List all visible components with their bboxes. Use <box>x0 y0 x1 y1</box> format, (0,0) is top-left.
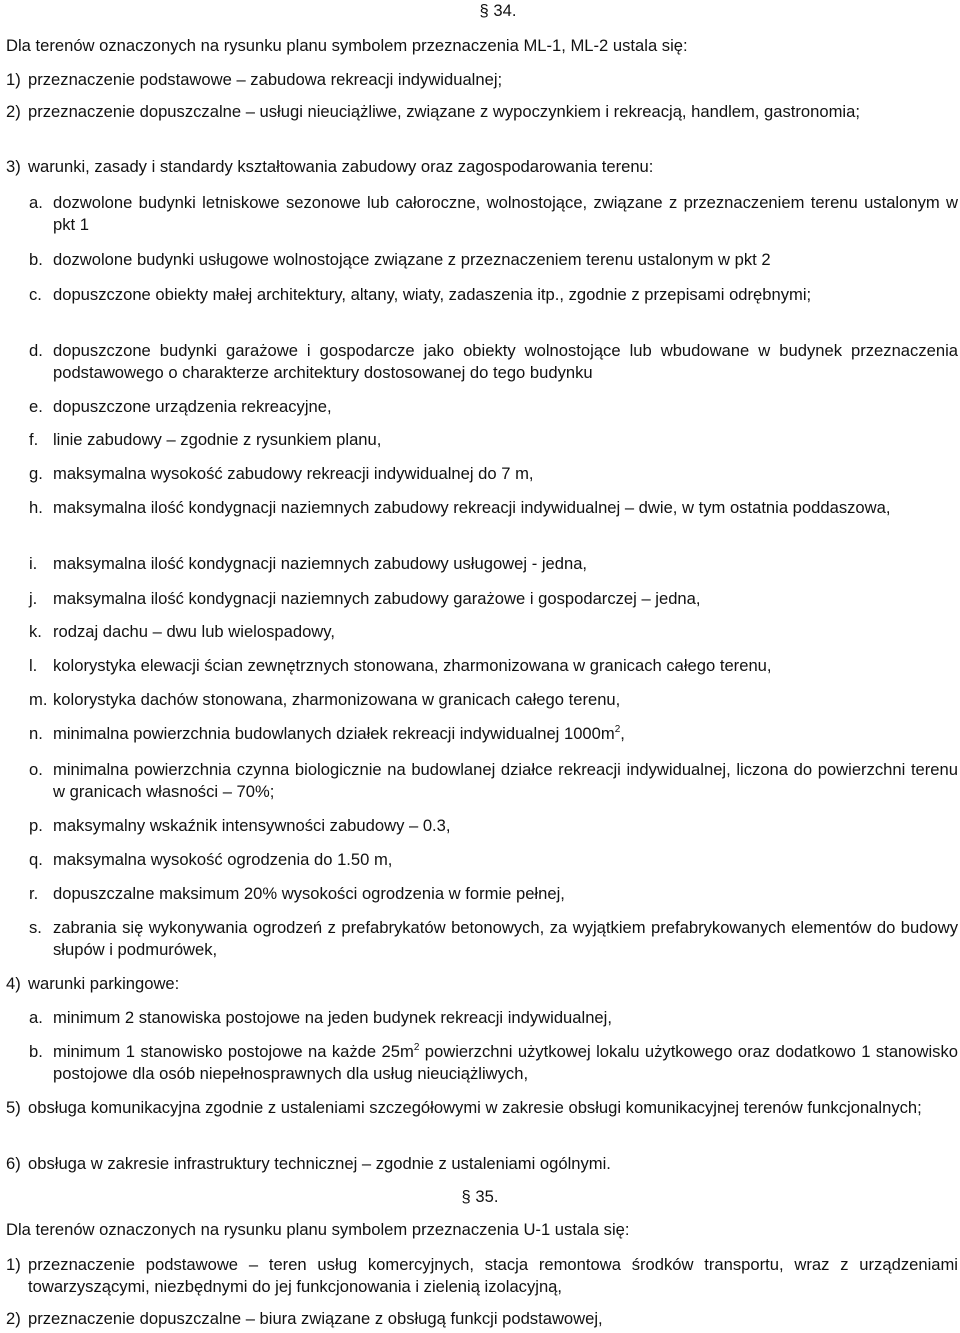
item-marker: h. <box>29 498 43 517</box>
list-item <box>6 973 958 995</box>
list-item <box>29 396 958 418</box>
list-item <box>6 1097 958 1119</box>
list-item <box>6 69 958 91</box>
superscript: 2 <box>413 1042 420 1053</box>
item-text: dopuszczone urządzenia rekreacyjne, <box>53 397 332 416</box>
list-item <box>29 249 958 271</box>
item-marker: l. <box>29 656 38 675</box>
list-item <box>29 1007 958 1029</box>
item-text: minimum 1 stanowisko postojowe na każde $25m^2$ powierzchni użytkowej lokalu użytkowego oraz dodatkowo 1 stanowisko postojowe dla osób niepełnosprawnych dla usług nieuciążliwych, <box>53 1042 959 1083</box>
item-marker: a. <box>29 193 43 212</box>
item-marker: 2) <box>6 102 21 121</box>
item-marker: k. <box>29 622 42 641</box>
item-marker: j. <box>29 589 38 608</box>
item-text: maksymalny wskaźnik intensywności zabudowy – 0.3, <box>53 816 451 835</box>
list-item <box>29 759 958 803</box>
list-item <box>29 340 958 384</box>
superscript: 2 <box>614 724 621 735</box>
section-intro: Dla terenów oznaczonych na rysunku planu symbolem przeznaczenia U-1 ustala się: <box>6 1220 630 1239</box>
item-text: minimalna powierzchnia budowlanych działek rekreacji indywidualnej $1000m^2$, <box>53 724 625 743</box>
item-marker: q. <box>29 850 43 869</box>
section-heading: § 35. <box>461 1187 499 1206</box>
item-text: kolorystyka dachów stonowana, zharmonizowana w granicach całego terenu, <box>53 690 621 709</box>
item-marker: g. <box>29 464 43 483</box>
item-text: maksymalna wysokość zabudowy rekreacji indywidualnej do 7 m, <box>53 464 534 483</box>
item-marker: 3) <box>6 157 21 176</box>
item-text: dopuszczalne maksimum 20% wysokości ogrodzenia w formie pełnej, <box>53 884 565 903</box>
item-text: warunki parkingowe: <box>28 974 180 993</box>
list-item <box>29 497 958 519</box>
item-marker: 6) <box>6 1154 21 1173</box>
item-text: dozwolone budynki usługowe wolnostojące związane z przeznaczeniem terenu ustalonym w pkt 2 <box>53 250 771 269</box>
item-marker: p. <box>29 816 43 835</box>
item-text: minimalna powierzchnia czynna biologicznie na budowlanej działce rekreacji indywidualnej, liczona do powierzchni terenu w granicach własności – 70%; <box>53 760 958 801</box>
list-item <box>29 883 958 905</box>
list-item <box>6 156 958 178</box>
item-marker: c. <box>29 285 42 304</box>
item-text: przeznaczenie podstawowe – zabudowa rekreacji indywidualnej; <box>28 70 503 89</box>
item-marker: d. <box>29 341 43 360</box>
item-marker: i. <box>29 554 38 573</box>
list-item <box>29 815 958 837</box>
item-text: dopuszczone obiekty małej architektury, altany, wiaty, zadaszenia itp., zgodnie z przepisami odrębnymi; <box>53 285 812 304</box>
item-text: linie zabudowy – zgodnie z rysunkiem planu, <box>53 430 382 449</box>
item-marker: 1) <box>6 1255 21 1274</box>
list-item <box>29 1041 958 1085</box>
list-item <box>29 284 958 306</box>
list-item <box>6 101 958 123</box>
item-text: dopuszczone budynki garażowe i gospodarcze jako obiekty wolnostojące lub wbudowane w budynek przeznaczenia podstawowego o charakterze architektury dostosowanej do tego budynku <box>53 341 958 382</box>
item-marker: s. <box>29 918 42 937</box>
item-marker: e. <box>29 397 43 416</box>
item-text: dozwolone budynki letniskowe sezonowe lub całoroczne, wolnostojące, związane z przeznaczeniem terenu ustalonym w pkt 1 <box>53 193 958 234</box>
list-item <box>29 588 958 610</box>
list-item <box>29 689 958 711</box>
section-heading: § 34. <box>479 1 517 20</box>
list-item <box>29 655 958 677</box>
item-text: obsługa w zakresie infrastruktury technicznej – zgodnie z ustaleniami ogólnymi. <box>28 1154 611 1173</box>
item-text: maksymalna ilość kondygnacji naziemnych zabudowy rekreacji indywidualnej – dwie, w tym ostatnia poddaszowa, <box>53 498 891 517</box>
item-marker: 2) <box>6 1309 21 1328</box>
item-marker: a. <box>29 1008 43 1027</box>
item-text: minimum 2 stanowiska postojowe na jeden budynek rekreacji indywidualnej, <box>53 1008 612 1027</box>
list-item <box>29 621 958 643</box>
item-marker: o. <box>29 760 43 779</box>
item-text: maksymalna wysokość ogrodzenia do 1.50 m, <box>53 850 393 869</box>
item-marker: b. <box>29 1042 43 1061</box>
item-marker: 4) <box>6 974 21 993</box>
list-item <box>29 849 958 871</box>
item-marker: f. <box>29 430 39 449</box>
item-text: przeznaczenie podstawowe – teren usług komercyjnych, stacja remontowa środków transportu, wraz z urządzeniami towarzyszącymi, niezbędnymi do jej funkcjonowania i zielenią izolacyjną, <box>28 1255 958 1296</box>
list-item <box>6 1153 958 1175</box>
item-marker: n. <box>29 724 43 743</box>
list-item <box>29 553 958 575</box>
item-text: przeznaczenie dopuszczalne – usługi nieuciążliwe, związane z wypoczynkiem i rekreacją, handlem, gastronomia; <box>28 102 860 121</box>
item-marker: b. <box>29 250 43 269</box>
item-text: zabrania się wykonywania ogrodzeń z prefabrykatów betonowych, za wyjątkiem prefabrykowanych elementów do budowy słupów i podmurówek, <box>53 918 958 959</box>
item-text: rodzaj dachu – dwu lub wielospadowy, <box>53 622 335 641</box>
item-marker: 5) <box>6 1098 21 1117</box>
item-text: maksymalna ilość kondygnacji naziemnych zabudowy garażowe i gospodarczej – jedna, <box>53 589 701 608</box>
list-item <box>6 1308 958 1330</box>
list-item <box>29 192 958 236</box>
item-text: obsługa komunikacyjna zgodnie z ustaleniami szczegółowymi w zakresie obsługi komunikacyjnej terenów funkcjonalnych; <box>28 1098 922 1117</box>
section-intro: Dla terenów oznaczonych na rysunku planu symbolem przeznaczenia ML-1, ML-2 ustala się: <box>6 36 688 55</box>
list-item <box>6 1254 958 1298</box>
item-marker: m. <box>29 690 48 709</box>
list-item <box>29 917 958 961</box>
item-text: przeznaczenie dopuszczalne – biura związane z obsługą funkcji podstawowej, <box>28 1309 603 1328</box>
item-marker: r. <box>29 884 39 903</box>
list-item <box>29 723 958 745</box>
item-text: maksymalna ilość kondygnacji naziemnych zabudowy usługowej - jedna, <box>53 554 588 573</box>
item-marker: 1) <box>6 70 21 89</box>
list-item <box>29 463 958 485</box>
item-text: kolorystyka elewacji ścian zewnętrznych stonowana, zharmonizowana w granicach całego terenu, <box>53 656 772 675</box>
item-text: warunki, zasady i standardy kształtowania zabudowy oraz zagospodarowania terenu: <box>28 157 654 176</box>
list-item <box>29 429 958 451</box>
